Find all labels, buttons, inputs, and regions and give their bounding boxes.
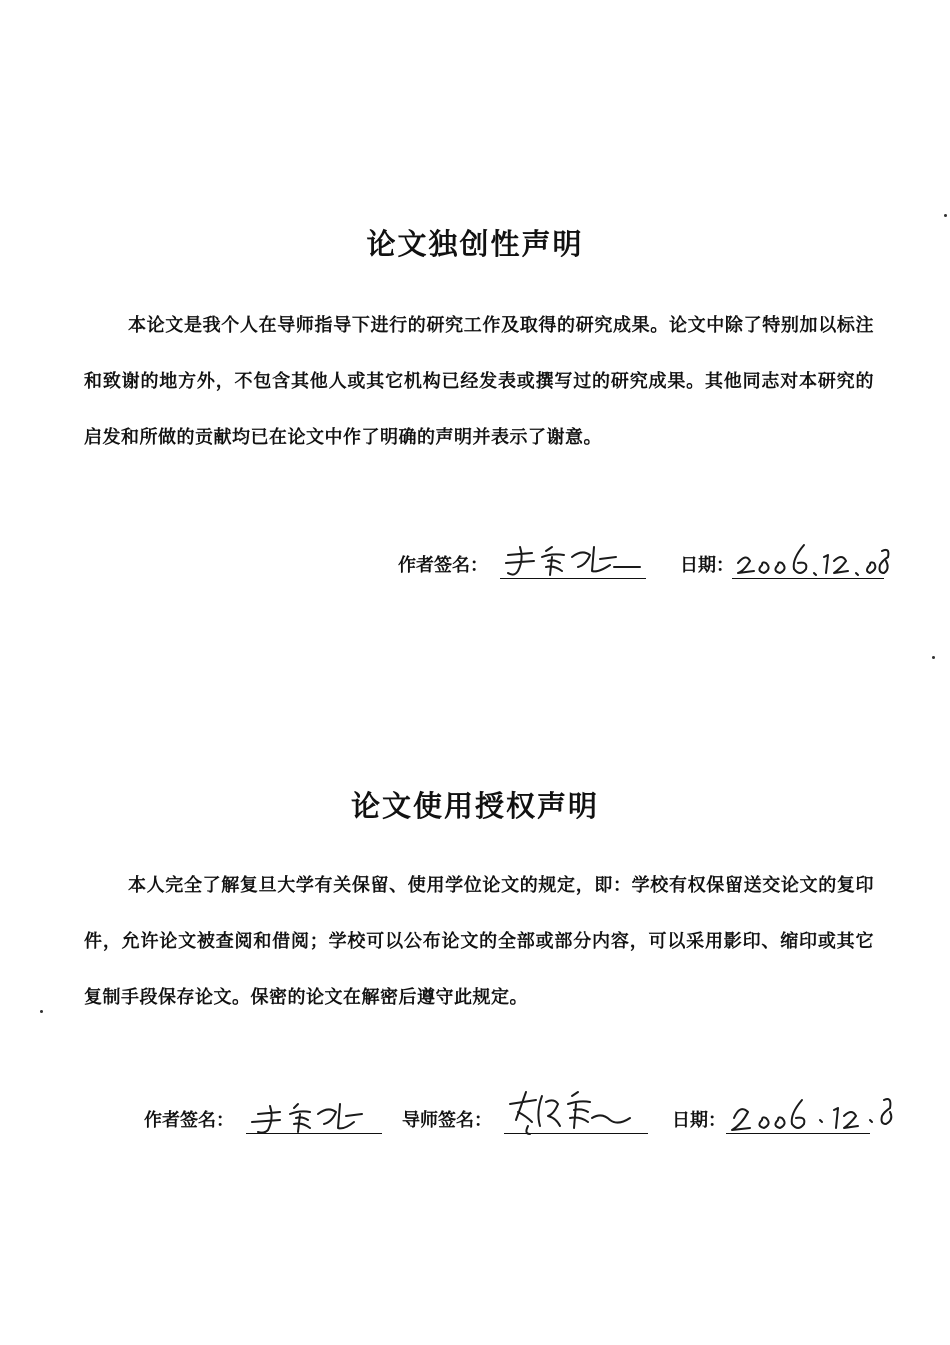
authorization-title: 论文使用授权声明 (350, 789, 599, 823)
authorization-signature-row (144, 1100, 904, 1140)
scan-speck (40, 1010, 43, 1013)
originality-title: 论文独创性声明 (366, 227, 584, 261)
scan-speck (944, 214, 947, 217)
author-signature-label: 作者签名： (398, 555, 488, 576)
authorization-body: 本人完全了解复旦大学有关保留、使用学位论文的规定，即：学校有权保留送交论文的复印件，允许论文被查阅和借阅；学校可以公布论文的全部或部分内容，可以采用影印、缩印或其它复制手段保存论文。保密的论文在解密后遵守此规定。 (84, 875, 874, 1008)
date-handwritten (734, 539, 890, 583)
author-signature-label: 作者签名： (144, 1110, 234, 1131)
originality-signature-row (398, 545, 898, 585)
author-signature-2 (250, 1094, 380, 1140)
date-handwritten-2 (728, 1090, 898, 1140)
originality-body: 本论文是我个人在导师指导下进行的研究工作及取得的研究成果。论文中除了特别加以标注和致谢的地方外，不包含其他人或其它机构已经发表或撰写过的研究成果。其他同志对本研究的启发和所做的贡献均已在论文中作了明确的声明并表示了谢意。 (84, 315, 874, 448)
supervisor-signature-label: 导师签名： (402, 1110, 492, 1131)
scan-speck (932, 656, 935, 659)
date-label: 日期： (680, 555, 734, 576)
supervisor-signature (506, 1086, 648, 1140)
date-label-2: 日期： (672, 1110, 726, 1131)
author-signature (502, 537, 642, 583)
